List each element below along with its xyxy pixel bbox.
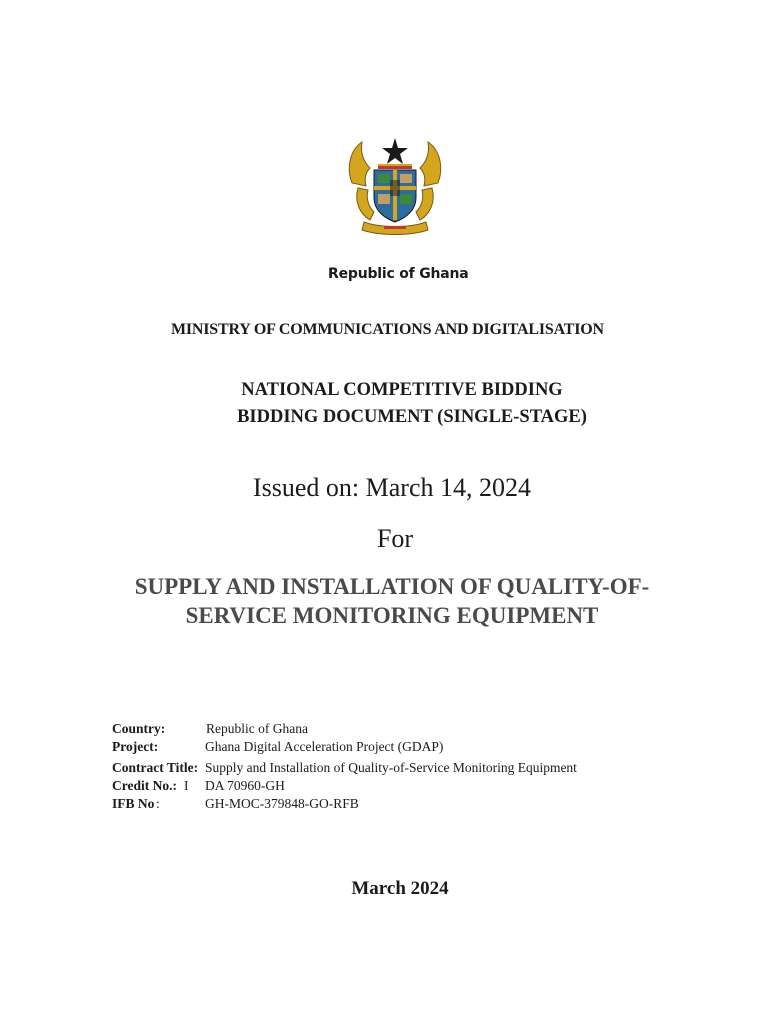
bidding-title-line-1: NATIONAL COMPETITIVE BIDDING — [241, 380, 563, 400]
ifb-colon: : — [156, 796, 160, 811]
country-title: Republic of Ghana — [328, 266, 469, 282]
bidding-title-line-2: BIDDING DOCUMENT (SINGLE-STAGE) — [237, 407, 587, 427]
document-date: March 2024 — [351, 878, 449, 899]
ifb-value: GH-MOC-379848-GO-RFB — [205, 796, 359, 811]
country-label: Country: — [112, 721, 166, 736]
for-label: For — [376, 524, 414, 553]
project-value: Ghana Digital Acceleration Project (GDAP) — [205, 739, 444, 754]
issued-date: Issued on: March 14, 2024 — [252, 473, 531, 502]
contract-label: Contract Title: — [112, 760, 199, 775]
details-block — [112, 720, 672, 820]
credit-value: DA 70960-GH — [205, 778, 285, 793]
country-value: Republic of Ghana — [206, 721, 308, 736]
contract-heading-line-2: SERVICE MONITORING EQUIPMENT — [185, 603, 599, 628]
coat-of-arms-icon — [340, 128, 450, 238]
credit-extra: I — [184, 778, 189, 793]
credit-label: Credit No.: — [112, 778, 177, 793]
project-label: Project: — [112, 739, 159, 754]
ifb-label: IFB No — [112, 796, 155, 811]
contract-heading-line-1: SUPPLY AND INSTALLATION OF QUALITY-OF- — [134, 574, 650, 599]
contract-value: Supply and Installation of Quality-of-Service Monitoring Equipment — [205, 760, 577, 775]
ministry-title: MINISTRY OF COMMUNICATIONS AND DIGITALISATION — [171, 321, 604, 338]
